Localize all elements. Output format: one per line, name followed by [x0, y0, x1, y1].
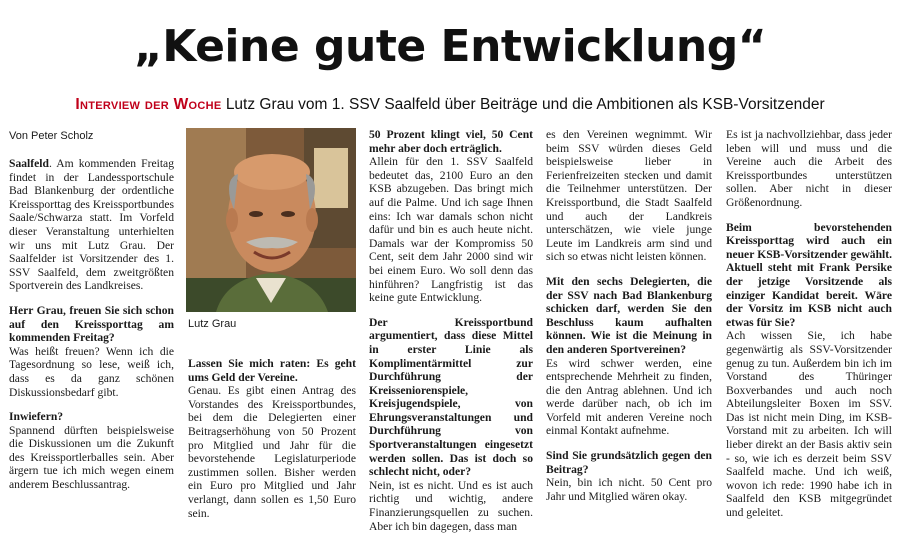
qa-block — [369, 128, 533, 305]
dateline: Saalfeld — [9, 157, 49, 170]
answer: Es wird schwer werden, eine entsprechende Mehrheit zu finden, die den Antrag ablehnen. Und ich werde darüber nach, ob ich im Vorfeld mit anderen Vereine noch einmal Kontakt aufnehme. — [546, 356, 712, 438]
answer: Was heißt freuen? Wenn ich die Tagesordnung so lese, weiß ich, dass es da ganz schönen Diskussionsbedarf gibt. — [9, 344, 174, 399]
qa-block — [188, 357, 356, 520]
question: Beim bevorstehenden Kreissporttag wird auch ein neuer KSB-Vorsitzender gewählt. Aktuell steht mit Frank Persike der jetzige Vorsitzende als einziger Kandidat bereit. Wäre der Vorsitz im KSB nicht auch etwas für Sie? — [726, 220, 892, 329]
column-5 — [726, 128, 892, 531]
answer: Spannend dürften beispielsweise die Diskussionen um die Zukunft des Kreissportlerballes sein. Aber ärgern tue ich mich wegen einem anderem Beschlussantrag. — [9, 423, 174, 492]
question: Der Kreissportbund argumentiert, dass diese Mittel in erster Linie als Komplimentärmittel zur Durchführung der Kreisseniorenspiele, Kreisjugendspiele, von Ehrungsveranstaltungen und Durchführung von Sportveranstaltungen eingesetzt werden sollen. Das ist doch so schlecht nicht, oder? — [369, 315, 533, 479]
portrait-photo — [186, 128, 356, 312]
byline: Von Peter Scholz — [9, 130, 94, 142]
column-1 — [9, 157, 174, 503]
qa-block — [546, 275, 712, 438]
answer: Genau. Es gibt einen Antrag des Vorstandes des Kreissportbundes, bei dem die Delegierten einer Beitragserhöhung von 50 Prozent pro Mitglied und Jahr für die bevorstehende Legislaturperiode zustimmen sollen. Bisher werden ein Euro pro Mitglied und Jahr verlangt, dann sollen es 1,50 Euro sein. — [188, 384, 356, 520]
qa-block — [9, 410, 174, 492]
question: Inwiefern? — [9, 410, 64, 424]
column-4 — [546, 128, 712, 514]
answer: Allein für den 1. SSV Saalfeld bedeutet das, 2100 Euro an den KSB abzugeben. Das bringt mich auf die Palme. Und ich sage Ihnen eins: Ich war damals schon nicht dafür und bin es auch heute nicht. Damals war der Kompromiss 50 Cent, seit dem Jahr 2000 sind wir bei einem Euro. Wo soll denn das hinführen? Langfristig ist das keine gute Entwicklung. — [369, 155, 533, 305]
portrait-illustration — [186, 128, 356, 312]
qa-block — [369, 316, 533, 534]
column-2 — [188, 357, 356, 531]
subheadline-row — [0, 96, 900, 114]
intro-paragraph — [9, 157, 174, 293]
question: Herr Grau, freuen Sie sich schon auf den Kreissporttag am kommenden Freitag? — [9, 303, 174, 345]
question: Mit den sechs Delegierten, die der SSV nach Bad Blankenburg schicken darf, werden Sie den Beschluss kaum aufhalten können. Wie ist die Meinung in den anderen Sportvereinen? — [546, 274, 712, 356]
photo-caption: Lutz Grau — [188, 318, 237, 330]
answer: Nein, ist es nicht. Und es ist auch richtig und wichtig, andere Finanzierungsquellen zu suchen. Aber ich bin dagegen, dass man — [369, 478, 533, 533]
question: Sind Sie grundsätzlich gegen den Beitrag? — [546, 449, 712, 476]
paragraph: es den Vereinen wegnimmt. Wir beim SSV würden dieses Geld beispielsweise lieber in Ferienfreizeiten stecken und damit die Teilnehmer unterstützen. Der Kreissportbund, die Stadt Saalfeld und auch der Landkreis unterschätzen, wie viele junge Leute im Landkreis arm sind und sich so etwas nicht leisten können. — [546, 128, 712, 264]
intro-text: . Am kommenden Freitag findet in der Landessportschule Bad Blankenburg der ordentliche Kreissporttag des Kreissportbundes Saale/Schwarza statt. Im Vorfeld dieser Veranstaltung unterhielten wir uns mit Lutz Grau. Der Saalfelder ist Vorsitzender des 1. SSV Saalfeld, dem zweitgrößten Sportverein des Landkreises. — [9, 157, 174, 293]
qa-block — [9, 304, 174, 399]
question: 50 Prozent klingt viel, 50 Cent mehr aber doch erträglich. — [369, 128, 533, 155]
question: Lassen Sie mich raten: Es geht ums Geld der Vereine. — [188, 357, 356, 384]
qa-block — [546, 449, 712, 503]
kicker-interview-der-woche: Interview der Woche — [75, 96, 222, 113]
headline: „Keine gute Entwicklung“ — [133, 21, 767, 72]
column-3 — [369, 128, 533, 544]
paragraph: Es ist ja nachvollziehbar, dass jeder leben will und muss und die Vereine auch die Arbeit des Kreissportbundes unterstützen sollen. Aber nicht in dieser Größenordnung. — [726, 128, 892, 209]
qa-block — [726, 221, 892, 520]
answer: Nein, bin ich nicht. 50 Cent pro Jahr und Mitglied wären okay. — [546, 476, 712, 503]
subheadline: Lutz Grau vom 1. SSV Saalfeld über Beiträge und die Ambitionen als KSB-Vorsitzender — [225, 96, 825, 113]
answer: Ach wissen Sie, ich habe gegenwärtig als SSV-Vorsitzender genug zu tun. Außerdem bin ich im Vorstand des Thüringer Boxverbandes und auch noch Abteilungsleiter Boxen im SSV. Das ist nicht mein Ding, im KSB-Vorstand mit zu arbeiten. Ich will lieber direkt an der Basis aktiv sein - so, wie ich es derzeit beim SSV Saalfeld mache. Und ich weiß, wovon ich rede: 1990 habe ich in Saalfeld den KSB mitgegründet und geleitet. — [726, 329, 892, 520]
